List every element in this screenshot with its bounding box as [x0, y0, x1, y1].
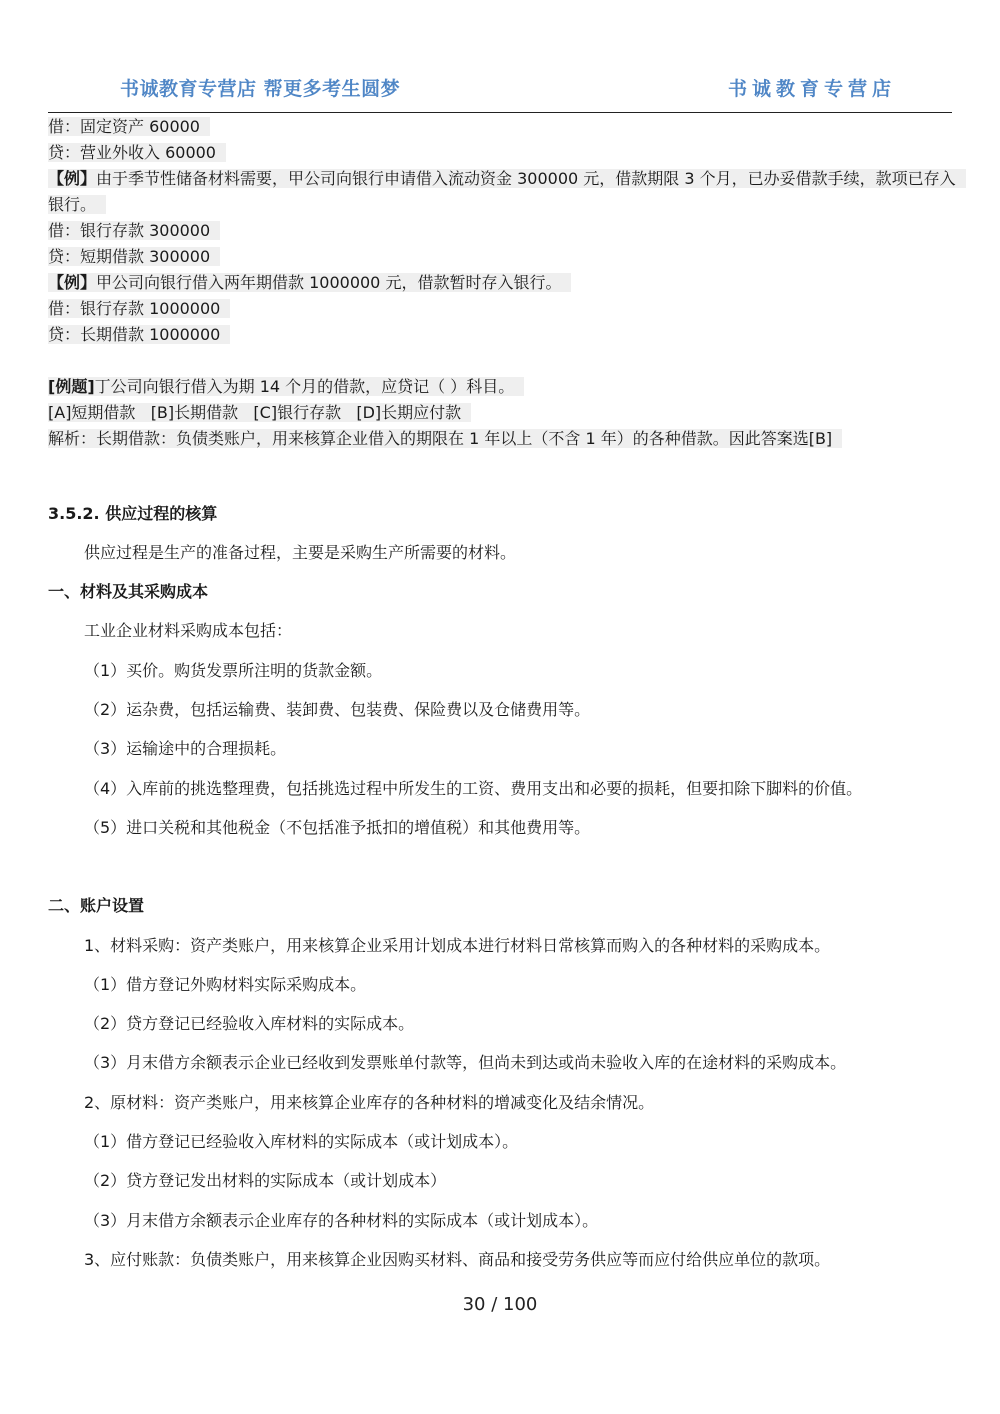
example-paragraph: 【例】由于季节性储备材料需要，甲公司向银行申请借入流动资金 300000 元，借款期限 3 个月，已办妥借款手续，款项已存入银行。 [48, 166, 958, 218]
list-item: （3）运输途中的合理损耗。 [84, 739, 287, 758]
header-shop-name: 书诚教育专营店 [727, 78, 896, 100]
list-item: （5）进口关税和其他税金（不包括准予抵扣的增值税）和其他费用等。 [84, 818, 591, 837]
list-item: （1）借方登记外购材料实际采购成本。 [84, 975, 367, 994]
list-item: （3）月末借方余额表示企业库存的各种材料的实际成本（或计划成本）。 [84, 1211, 599, 1230]
list-item: （2）运杂费，包括运输费、装卸费、包装费、保险费以及仓储费用等。 [84, 700, 591, 719]
section-intro: 供应过程是生产的准备过程，主要是采购生产所需要的材料。 [84, 543, 517, 562]
entry-line: 贷：营业外收入 60000 [48, 140, 958, 166]
page-number: 30 / 100 [462, 1294, 538, 1315]
list-item: （1）买价。购货发票所注明的货款金额。 [84, 661, 383, 680]
list-item: 3、应付账款：负债类账户，用来核算企业因购买材料、商品和接受劳务供应等而应付给供应单位的款项。 [84, 1250, 831, 1269]
heading-material-cost: 一、材料及其采购成本 [48, 582, 209, 601]
list-item: 1、材料采购：资产类账户，用来核算企业采用计划成本进行材料日常核算而购入的各种材料的采购成本。 [84, 936, 831, 955]
material-cost-intro: 工业企业材料采购成本包括： [84, 621, 293, 640]
page-header [48, 70, 952, 113]
list-item: （2）贷方登记已经验收入库材料的实际成本。 [84, 1014, 415, 1033]
quiz-analysis: 解析：长期借款：负债类账户，用来核算企业借入的期限在 1 年以上（不含 1 年）的各种借款。因此答案选[B] [48, 426, 958, 452]
quiz-options: [A]短期借款 [B]长期借款 [C]银行存款 [D]长期应付款 [48, 400, 958, 426]
list-item: （4）入库前的挑选整理费，包括挑选过程中所发生的工资、费用支出和必要的损耗，但要扣除下脚料的价值。 [84, 779, 863, 798]
entry-line: 贷：长期借款 1000000 [48, 322, 958, 348]
entry-line: 借：银行存款 1000000 [48, 296, 958, 322]
section-title: 3.5.2. 供应过程的核算 [48, 504, 218, 523]
entry-line: 贷：短期借款 300000 [48, 244, 958, 270]
example-paragraph: 【例】甲公司向银行借入两年期借款 1000000 元，借款暂时存入银行。 [48, 270, 958, 296]
entry-line: 借：固定资产 60000 [48, 114, 958, 140]
heading-account-setup: 二、账户设置 [48, 896, 145, 915]
quiz-question: [例题]丁公司向银行借入为期 14 个月的借款，应贷记（ ）科目。 [48, 374, 958, 400]
list-item: （3）月末借方余额表示企业已经收到发票账单付款等，但尚未到达或尚未验收入库的在途材料的采购成本。 [84, 1053, 847, 1072]
header-shop-slogan: 书诚教育专营店 帮更多考生圆梦 [120, 78, 401, 100]
entry-line: 借：银行存款 300000 [48, 218, 958, 244]
list-item: 2、原材料：资产类账户，用来核算企业库存的各种材料的增减变化及结余情况。 [84, 1093, 655, 1112]
journal-entries [48, 114, 958, 452]
list-item: （2）贷方登记发出材料的实际成本（或计划成本） [84, 1171, 447, 1190]
list-item: （1）借方登记已经验收入库材料的实际成本（或计划成本）。 [84, 1132, 519, 1151]
